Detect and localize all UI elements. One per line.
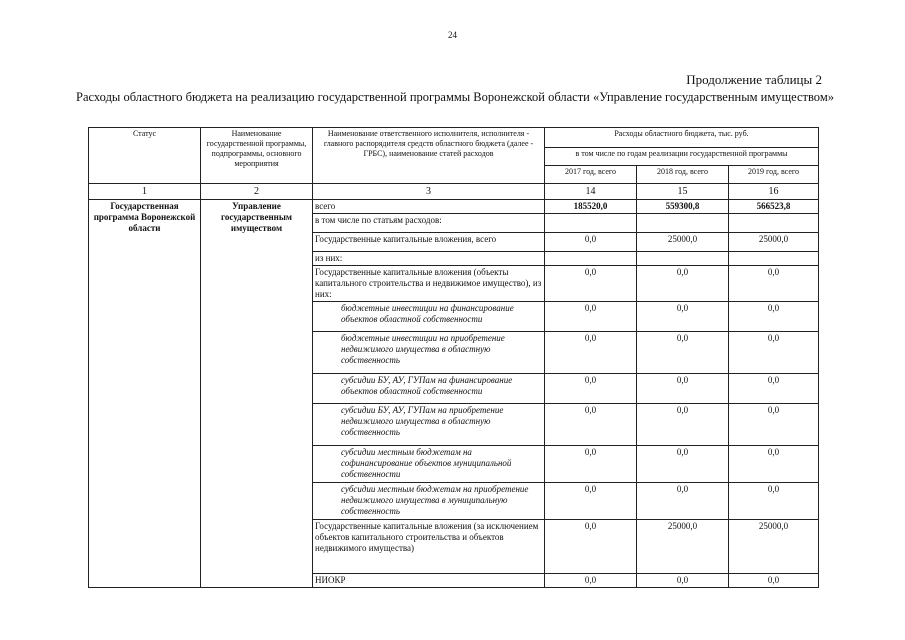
row-value-2019: 0,0 [729,332,819,374]
row-value-2017: 0,0 [545,446,637,483]
row-label: из них: [313,252,545,266]
table-continuation-label: Продолжение таблицы 2 [686,72,822,87]
row-value-2018: 0,0 [637,446,729,483]
row-value-2018: 0,0 [637,483,729,520]
row-value-2017 [545,214,637,233]
row-value-2018: 25000,0 [637,233,729,252]
row-value-2019: 0,0 [729,574,819,588]
col-number: 15 [637,184,729,200]
row-value-2018: 0,0 [637,574,729,588]
row-label: субсидии БУ, АУ, ГУПам на приобретение недвижимого имущества в областную собственность [313,404,545,446]
row-value-2019: 0,0 [729,302,819,332]
col-number: 1 [89,184,201,200]
document-title: Расходы областного бюджета на реализацию государственной программы Воронежской области «Управление государственным имуществом» [76,90,834,104]
header-program-name: Наименование государственной программы, подпрограммы, основного мероприятия [201,128,313,184]
col-number: 2 [201,184,313,200]
row-label: бюджетные инвестиции на приобретение недвижимого имущества в областную собственность [313,332,545,374]
row-value-2018: 0,0 [637,266,729,302]
col-number: 3 [313,184,545,200]
row-value-2019: 0,0 [729,483,819,520]
row-value-2019 [729,252,819,266]
row-value-2019: 0,0 [729,404,819,446]
header-year-2018: 2018 год, всего [637,166,729,184]
row-value-2019: 566523,8 [729,200,819,214]
page-number: 24 [448,30,457,40]
row-value-2018: 559300,8 [637,200,729,214]
row-value-2019: 25000,0 [729,233,819,252]
header-status: Статус [89,128,201,184]
row-label: Государственные капитальные вложения (за исключением объектов капитального строительства и объектов недвижимого имущества) [313,520,545,574]
row-label: всего [313,200,545,214]
row-label: бюджетные инвестиции на финансирование объектов областной собственности [313,302,545,332]
header-expenses: Расходы областного бюджета, тыс. руб. [545,128,819,148]
row-value-2017: 0,0 [545,574,637,588]
row-value-2019 [729,214,819,233]
status-cell: Государственная программа Воронежской области [89,200,201,588]
row-value-2018: 0,0 [637,404,729,446]
row-value-2018 [637,214,729,233]
header-by-years: в том числе по годам реализации государственной программы [545,148,819,166]
row-label: субсидии местным бюджетам на приобретение недвижимого имущества в муниципальную собственность [313,483,545,520]
row-value-2017: 0,0 [545,374,637,404]
row-value-2017: 185520,0 [545,200,637,214]
row-label: субсидии БУ, АУ, ГУПам на финансирование объектов областной собственности [313,374,545,404]
row-value-2017: 0,0 [545,302,637,332]
row-value-2017: 0,0 [545,404,637,446]
row-value-2018: 0,0 [637,302,729,332]
row-value-2019: 0,0 [729,446,819,483]
row-label: Государственные капитальные вложения, всего [313,233,545,252]
row-value-2019: 0,0 [729,374,819,404]
row-value-2018 [637,252,729,266]
row-value-2017: 0,0 [545,266,637,302]
row-value-2018: 25000,0 [637,520,729,574]
header-executor: Наименование ответственного исполнителя, исполнителя - главного распорядителя средств областного бюджета (далее - ГРБС), наименование статей расходов [313,128,545,184]
row-value-2019: 0,0 [729,266,819,302]
col-number: 16 [729,184,819,200]
row-value-2018: 0,0 [637,332,729,374]
program-cell: Управление государственным имуществом [201,200,313,588]
row-label: в том числе по статьям расходов: [313,214,545,233]
row-label: субсидии местным бюджетам на софинансирование объектов муниципальной собственности [313,446,545,483]
row-label: Государственные капитальные вложения (объекты капитального строительства и недвижимое имущество), из них: [313,266,545,302]
budget-table [88,127,819,588]
row-label: НИОКР [313,574,545,588]
row-value-2017: 0,0 [545,332,637,374]
row-value-2017: 0,0 [545,233,637,252]
header-year-2017: 2017 год, всего [545,166,637,184]
row-value-2019: 25000,0 [729,520,819,574]
row-value-2017: 0,0 [545,520,637,574]
row-value-2018: 0,0 [637,374,729,404]
col-number: 14 [545,184,637,200]
row-value-2017: 0,0 [545,483,637,520]
row-value-2017 [545,252,637,266]
header-year-2019: 2019 год, всего [729,166,819,184]
